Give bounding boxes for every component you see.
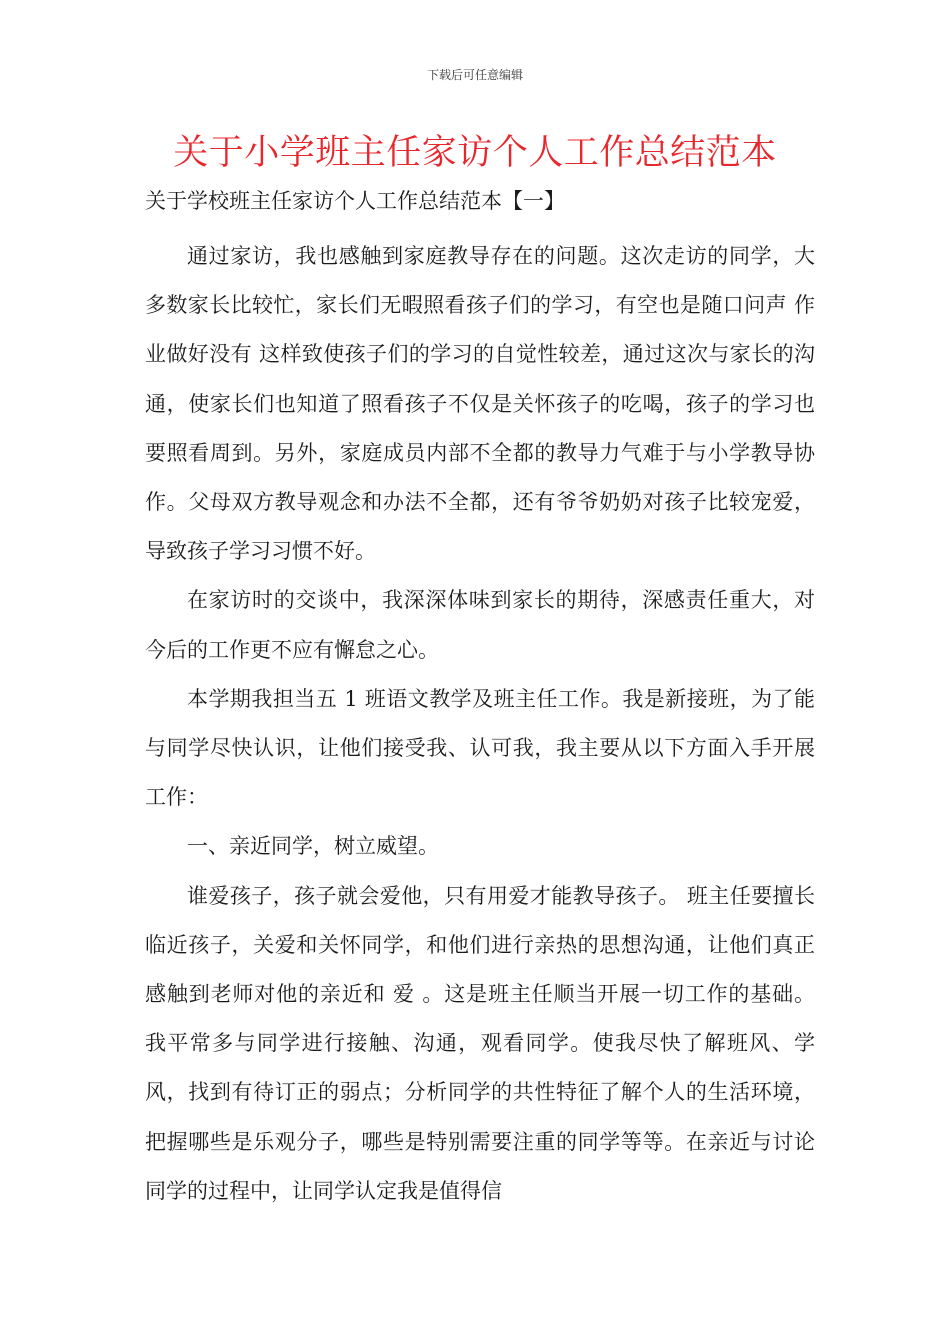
document-body — [145, 232, 815, 1216]
document-title: 关于小学班主任家访个人工作总结范本 — [173, 133, 777, 173]
paragraph-responsibility: 在家访时的交谈中，我深深体味到家长的期待，深感责任重大，对今后的工作更不应有懈怠之心。 — [145, 588, 815, 662]
paragraph-semester-work: 本学期我担当五 1 班语文教学及班主任工作。我是新接班，为了能与同学尽快认识，让他们接受我、认可我，我主要从以下方面入手开展工作： — [145, 686, 815, 810]
paragraph-love-children: 谁爱孩子，孩子就会爱他，只有用爱才能教导孩子。 班主任要擅长临近孩子，关爱和关怀同学，和他们进行亲热的思想沟通，让他们真正感触到老师对他的亲近和 爱 。这是班主任顺当开展一切工作的基础。 我平常多与同学进行接触、沟通，观看同学。使我尽快了解班风、学风，找到有待订正的弱点；分析同学的共性特征了解个人的生活环境，把握哪些是乐观分子，哪些是特别需要注重的同学等等。在亲近与讨论同学的过程中，让同学认定我是值得信 — [145, 883, 815, 1203]
section-title: 关于学校班主任家访个人工作总结范本【一】 — [145, 189, 565, 213]
paragraph-home-visit-issues: 通过家访，我也感触到家庭教导存在的问题。这次走访的同学，大多数家长比较忙，家长们无暇照看孩子们的学习，有空也是随口问声 作业做好没有 这样致使孩子们的学习的自觉性较差，通过这次与家长的沟通，使家长们也知道了照看孩子不仅是关怀孩子的吃喝，孩子的学习也要照看周到。另外，家庭成员内部不全都的教导力气难于与小学教导协作。父母双方教导观念和办法不全都，还有爷爷奶奶对孩子比较宠爱，导致孩子学习习惯不好。 — [145, 244, 815, 564]
paragraph-heading-approach-students: 一、亲近同学，树立威望。 — [187, 834, 439, 859]
header-note: 下载后可任意编辑 — [426, 68, 523, 82]
